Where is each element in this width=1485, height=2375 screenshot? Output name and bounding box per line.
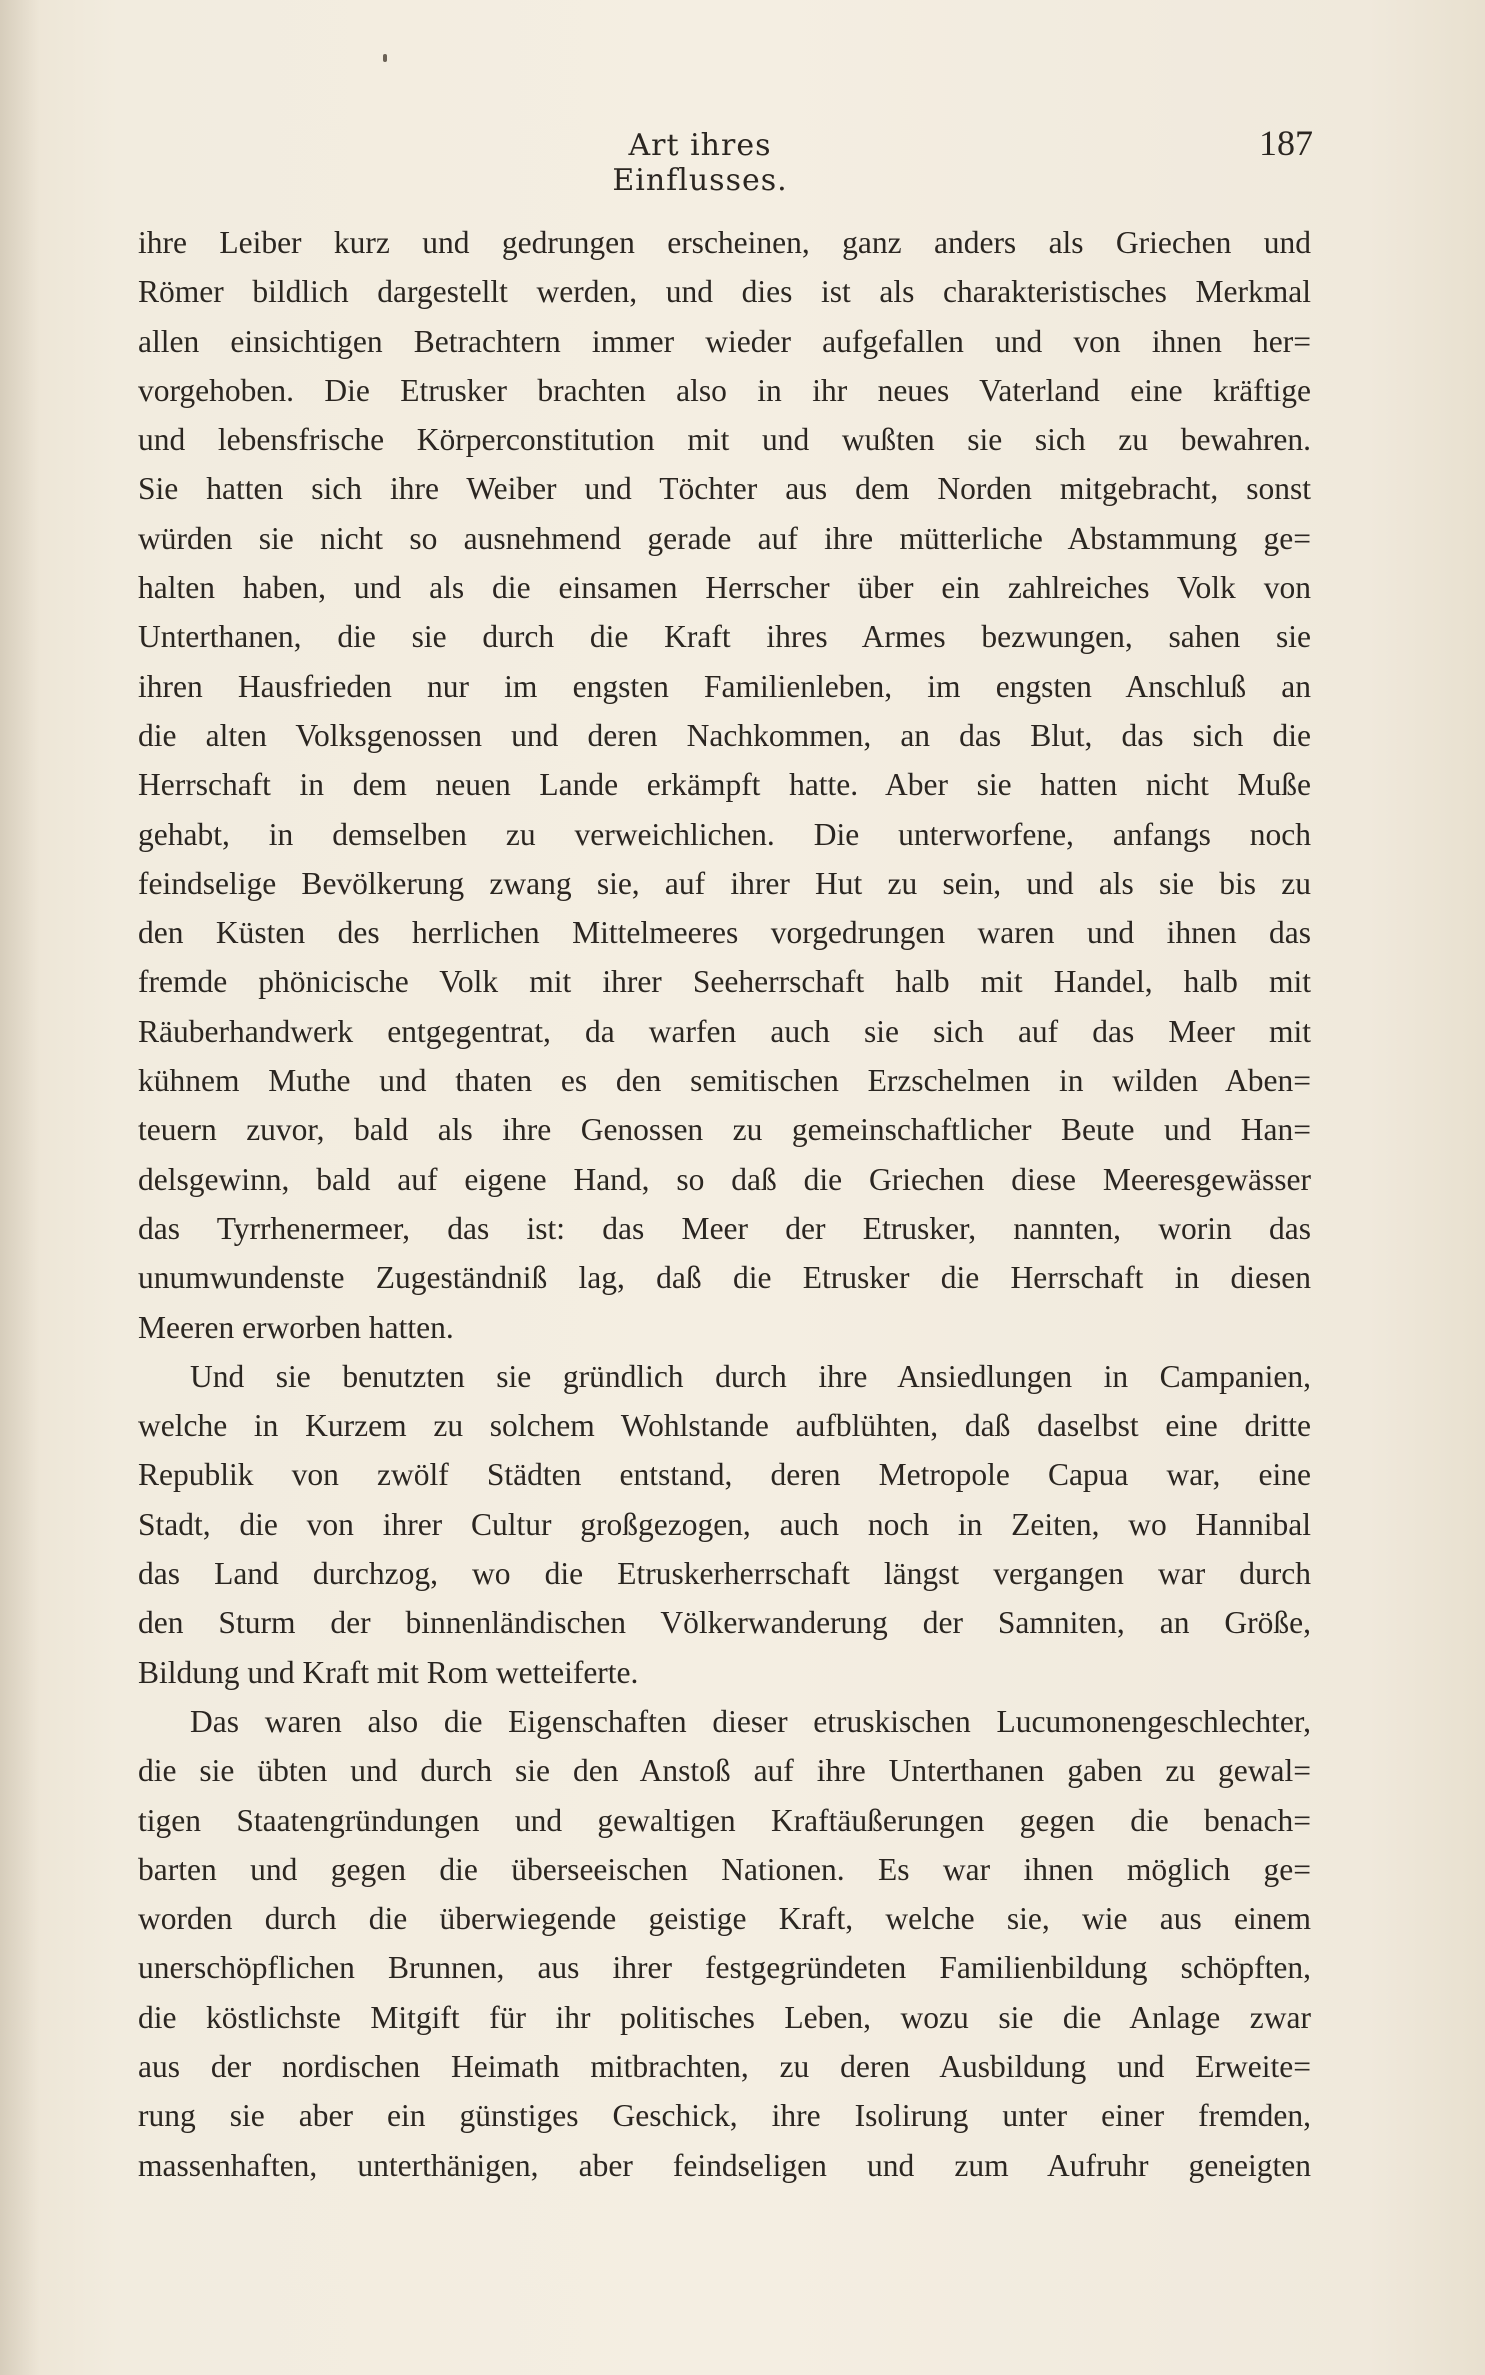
- text-line: würden sie nicht so ausnehmend gerade auf ihre mütterliche Abstammung ge=: [138, 520, 1311, 556]
- text-line: die alten Volksgenossen und deren Nachkommen, an das Blut, das sich die: [138, 717, 1311, 753]
- text-line: Stadt, die von ihrer Cultur großgezogen, auch noch in Zeiten, wo Hannibal: [138, 1506, 1311, 1542]
- text-line: delsgewinn, bald auf eigene Hand, so daß die Griechen diese Meeresgewässer: [138, 1161, 1311, 1197]
- text-line: Unterthanen, die sie durch die Kraft ihres Armes bezwungen, sahen sie: [138, 619, 1311, 655]
- body-text: [138, 218, 1311, 2190]
- text-line: ihre Leiber kurz und gedrungen erscheinen, ganz anders als Griechen und: [138, 225, 1311, 260]
- text-line: barten und gegen die überseeischen Nationen. Es war ihnen möglich ge=: [138, 1851, 1311, 1887]
- text-line: feindselige Bevölkerung zwang sie, auf ihrer Hut zu sein, und als sie bis zu: [138, 865, 1311, 901]
- text-line: vorgehoben. Die Etrusker brachten also in ihr neues Vaterland eine kräftige: [138, 372, 1311, 408]
- text-line: Herrschaft in dem neuen Lande erkämpft hatte. Aber sie hatten nicht Muße: [138, 767, 1311, 803]
- text-line: fremde phönicische Volk mit ihrer Seeherrschaft halb mit Handel, halb mit: [138, 964, 1311, 1000]
- text-line: aus der nordischen Heimath mitbrachten, zu deren Ausbildung und Erweite=: [138, 2048, 1311, 2084]
- text-line: das Tyrrhenermeer, das ist: das Meer der Etrusker, nannten, worin das: [138, 1210, 1311, 1246]
- text-line: und lebensfrische Körperconstitution mit und wußten sie sich zu bewahren.: [138, 422, 1311, 458]
- text-line: ihren Hausfrieden nur im engsten Familienleben, im engsten Anschluß an: [138, 668, 1311, 704]
- paragraph-last-line: Bildung und Kraft mit Rom wetteiferte.: [138, 1654, 639, 1690]
- text-line: teuern zuvor, bald als ihre Genossen zu gemeinschaftlicher Beute und Han=: [138, 1112, 1311, 1148]
- text-line: Republik von zwölf Städten entstand, deren Metropole Capua war, eine: [138, 1457, 1311, 1493]
- text-line: das Land durchzog, wo die Etruskerherrschaft längst vergangen war durch: [138, 1556, 1311, 1592]
- text-line: welche in Kurzem zu solchem Wohlstande aufblühten, daß daselbst eine dritte: [138, 1408, 1311, 1444]
- text-line: tigen Staatengründungen und gewaltigen Kraftäußerungen gegen die benach=: [138, 1802, 1311, 1838]
- text-line: Römer bildlich dargestellt werden, und dies ist als charakteristisches Merkmal: [138, 274, 1311, 310]
- paragraph-last-line: Meeren erworben hatten.: [138, 1309, 454, 1345]
- text-line: die köstlichste Mitgift für ihr politisches Leben, wozu sie die Anlage zwar: [138, 1999, 1311, 2035]
- paragraph-first-line: Und sie benutzten sie gründlich durch ihre Ansiedlungen in Campanien,: [190, 1358, 1311, 1394]
- text-line: rung sie aber ein günstiges Geschick, ihre Isolirung unter einer fremden,: [138, 2098, 1311, 2134]
- text-line: allen einsichtigen Betrachtern immer wieder aufgefallen und von ihnen her=: [138, 323, 1311, 359]
- running-header-title: Art ihres Einflusses.: [612, 128, 788, 198]
- text-line: den Küsten des herrlichen Mittelmeeres vorgedrungen waren und ihnen das: [138, 915, 1311, 951]
- text-line: Räuberhandwerk entgegentrat, da warfen auch sie sich auf das Meer mit: [138, 1013, 1311, 1049]
- text-line: unumwundenste Zugeständniß lag, daß die Etrusker die Herrschaft in diesen: [138, 1260, 1311, 1296]
- page-number: 187: [1259, 123, 1313, 163]
- text-line: massenhaften, unterthänigen, aber feindseligen und zum Aufruhr geneigten: [138, 2147, 1311, 2183]
- text-line: den Sturm der binnenländischen Völkerwanderung der Samniten, an Größe,: [138, 1605, 1311, 1641]
- text-line: gehabt, in demselben zu verweichlichen. Die unterworfene, anfangs noch: [138, 816, 1311, 852]
- text-line: unerschöpflichen Brunnen, aus ihrer festgegründeten Familienbildung schöpften,: [138, 1950, 1311, 1986]
- text-line: halten haben, und als die einsamen Herrscher über ein zahlreiches Volk von: [138, 570, 1311, 606]
- ink-speck: [383, 54, 387, 62]
- page-gutter-shadow: [0, 0, 40, 2375]
- text-line: Sie hatten sich ihre Weiber und Töchter aus dem Norden mitgebracht, sonst: [138, 471, 1311, 507]
- text-line: worden durch die überwiegende geistige Kraft, welche sie, wie aus einem: [138, 1901, 1311, 1937]
- text-line: die sie übten und durch sie den Anstoß auf ihre Unterthanen gaben zu gewal=: [138, 1753, 1311, 1789]
- paragraph-first-line: Das waren also die Eigenschaften dieser etruskischen Lucumonengeschlechter,: [190, 1703, 1311, 1739]
- text-line: kühnem Muthe und thaten es den semitischen Erzschelmen in wilden Aben=: [138, 1063, 1311, 1099]
